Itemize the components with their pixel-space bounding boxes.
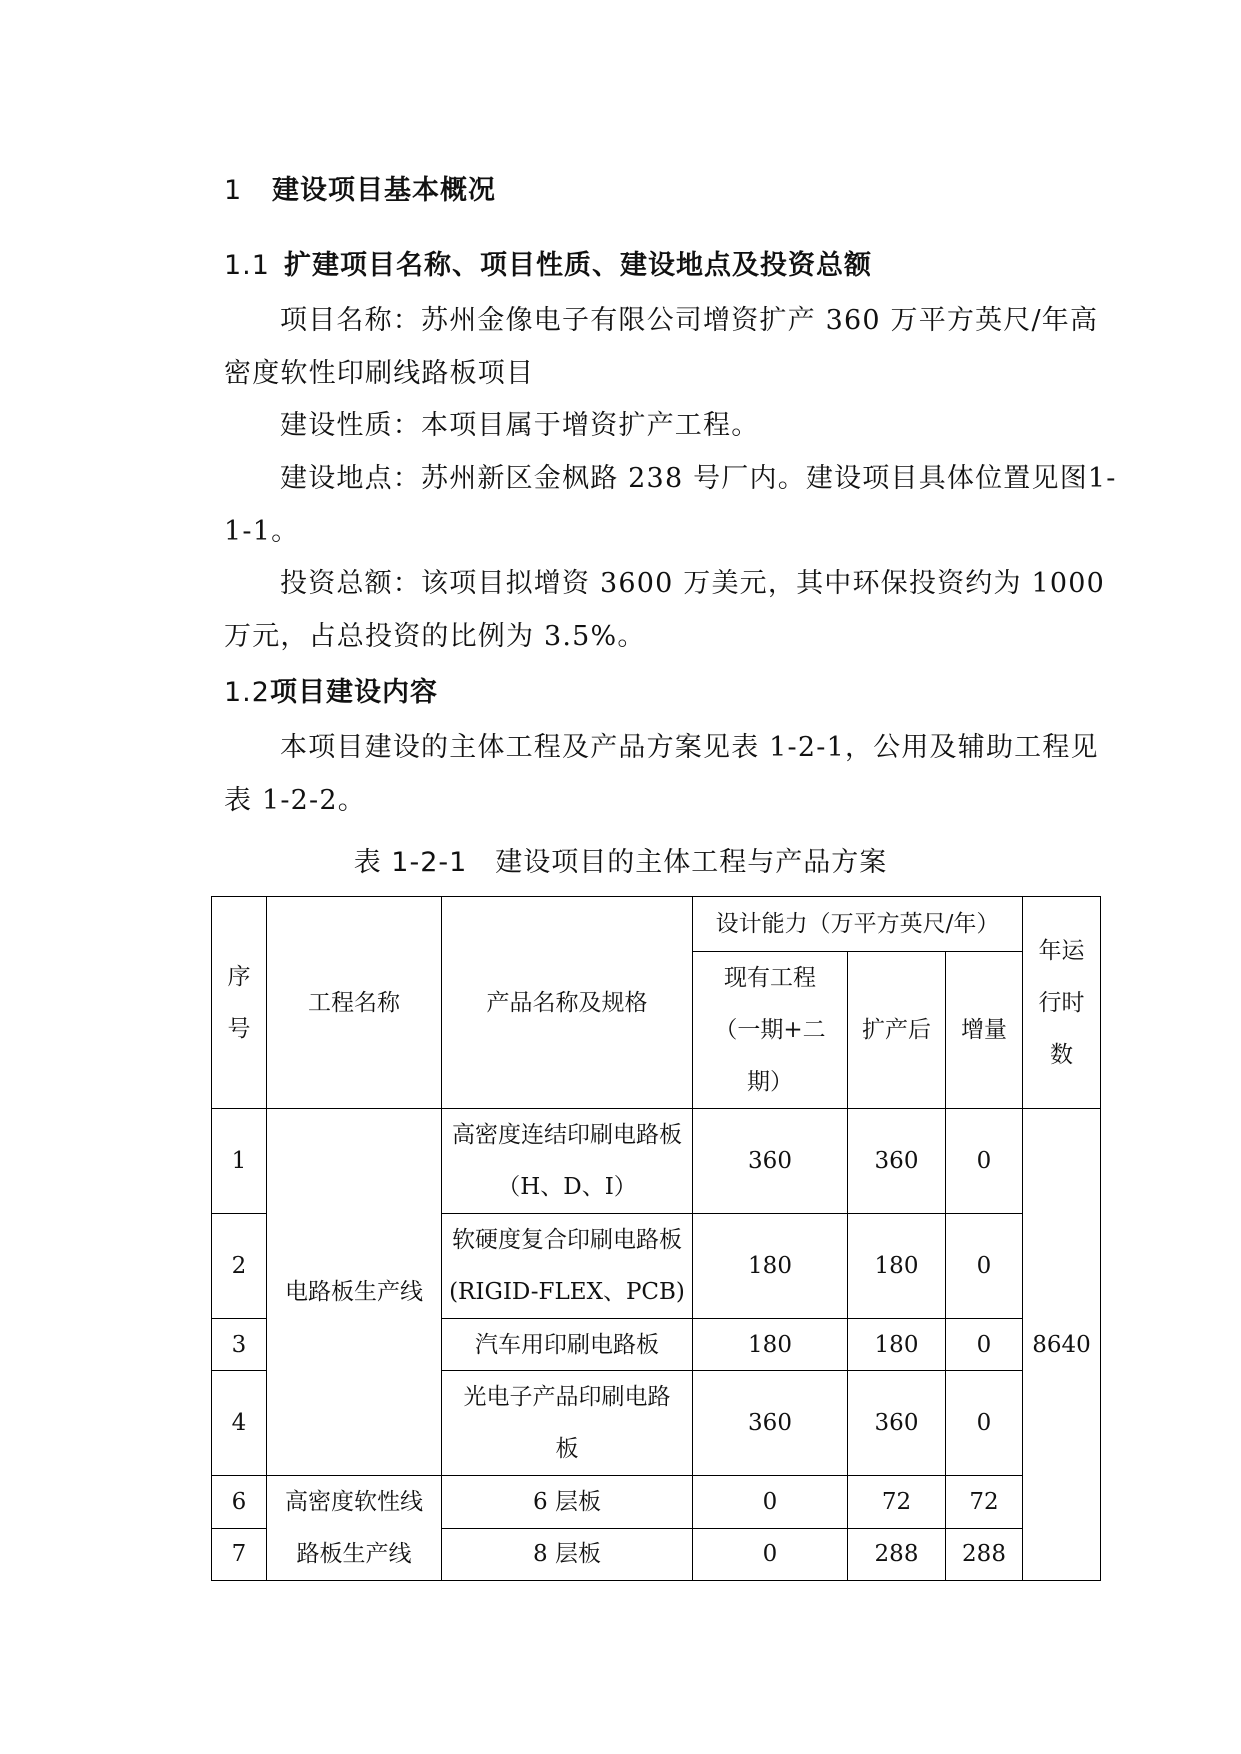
cell-existing: 180: [693, 1214, 848, 1319]
cell-increase: 288: [946, 1528, 1023, 1581]
cell-increase: 0: [946, 1109, 1023, 1214]
cell-existing: 0: [693, 1476, 848, 1529]
cell-seq: 1: [212, 1109, 267, 1214]
cell-hours: 8640: [1023, 1109, 1101, 1581]
section-number: 1: [224, 175, 243, 206]
header-project: 工程名称: [267, 897, 442, 1109]
cell-group-circuit-board: 电路板生产线: [267, 1109, 442, 1476]
cell-increase: 72: [946, 1476, 1023, 1529]
paragraph-location: 建设地点：苏州新区金枫路 238 号厂内。建设项目具体位置见图1-1-1。: [224, 463, 1117, 547]
cell-product: 光电子产品印刷电路板: [442, 1371, 693, 1476]
cell-increase: 0: [946, 1319, 1023, 1371]
cell-product: 汽车用印刷电路板: [442, 1319, 693, 1371]
paragraph-content: 本项目建设的主体工程及产品方案见表 1-2-1，公用及辅助工程见表 1-2-2。: [224, 732, 1099, 816]
cell-after: 360: [848, 1371, 946, 1476]
paragraph-project-name: 项目名称：苏州金像电子有限公司增资扩产 360 万平方英尺/年高密度软性印刷线路板项目: [224, 305, 1099, 389]
table-row: [212, 1476, 1101, 1529]
section-heading-1-2: [224, 670, 438, 709]
header-product: 产品名称及规格: [442, 897, 693, 1109]
cell-after: 180: [848, 1214, 946, 1319]
cell-product: 软硬度复合印刷电路板(RIGID-FLEX、PCB): [442, 1214, 693, 1319]
cell-seq: 6: [212, 1476, 267, 1529]
section-heading-1: [224, 168, 496, 207]
cell-after: 360: [848, 1109, 946, 1214]
cell-seq: 3: [212, 1319, 267, 1371]
cell-after: 180: [848, 1319, 946, 1371]
table-row: [212, 1109, 1101, 1214]
cell-increase: 0: [946, 1371, 1023, 1476]
section-title: 扩建项目名称、项目性质、建设地点及投资总额: [283, 250, 872, 281]
cell-after: 72: [848, 1476, 946, 1529]
cell-seq: 7: [212, 1528, 267, 1581]
section-number: 1.2: [224, 677, 270, 708]
cell-existing: 180: [693, 1319, 848, 1371]
cell-after: 288: [848, 1528, 946, 1581]
section-title: 建设项目基本概况: [272, 175, 496, 206]
product-table: [211, 896, 1101, 1581]
cell-existing: 360: [693, 1109, 848, 1214]
cell-seq: 2: [212, 1214, 267, 1319]
cell-product: 6 层板: [442, 1476, 693, 1529]
section-title: 项目建设内容: [269, 677, 438, 708]
header-hours: 年运行时数: [1023, 897, 1101, 1109]
header-seq: 序号: [212, 897, 267, 1109]
header-existing: 现有工程（一期+二期）: [693, 952, 848, 1109]
cell-seq: 4: [212, 1371, 267, 1476]
header-after: 扩产后: [848, 952, 946, 1109]
cell-increase: 0: [946, 1214, 1023, 1319]
header-capacity: 设计能力（万平方英尺/年）: [693, 897, 1023, 952]
cell-product: 高密度连结印刷电路板（H、D、I）: [442, 1109, 693, 1214]
header-increase: 增量: [946, 952, 1023, 1109]
paragraph-investment: 投资总额：该项目拟增资 3600 万美元，其中环保投资约为 1000 万元，占总投资的比例为 3.5%。: [224, 568, 1105, 652]
table-caption: 表 1-2-1 建设项目的主体工程与产品方案: [353, 847, 888, 878]
section-heading-1-1: [224, 243, 872, 282]
cell-existing: 0: [693, 1528, 848, 1581]
cell-group-flex-board: 高密度软性线路板生产线: [267, 1476, 442, 1581]
cell-existing: 360: [693, 1371, 848, 1476]
section-number: 1.1: [224, 250, 270, 281]
cell-product: 8 层板: [442, 1528, 693, 1581]
paragraph-nature: 建设性质：本项目属于增资扩产工程。: [280, 410, 760, 441]
table-header-row: [212, 897, 1101, 952]
